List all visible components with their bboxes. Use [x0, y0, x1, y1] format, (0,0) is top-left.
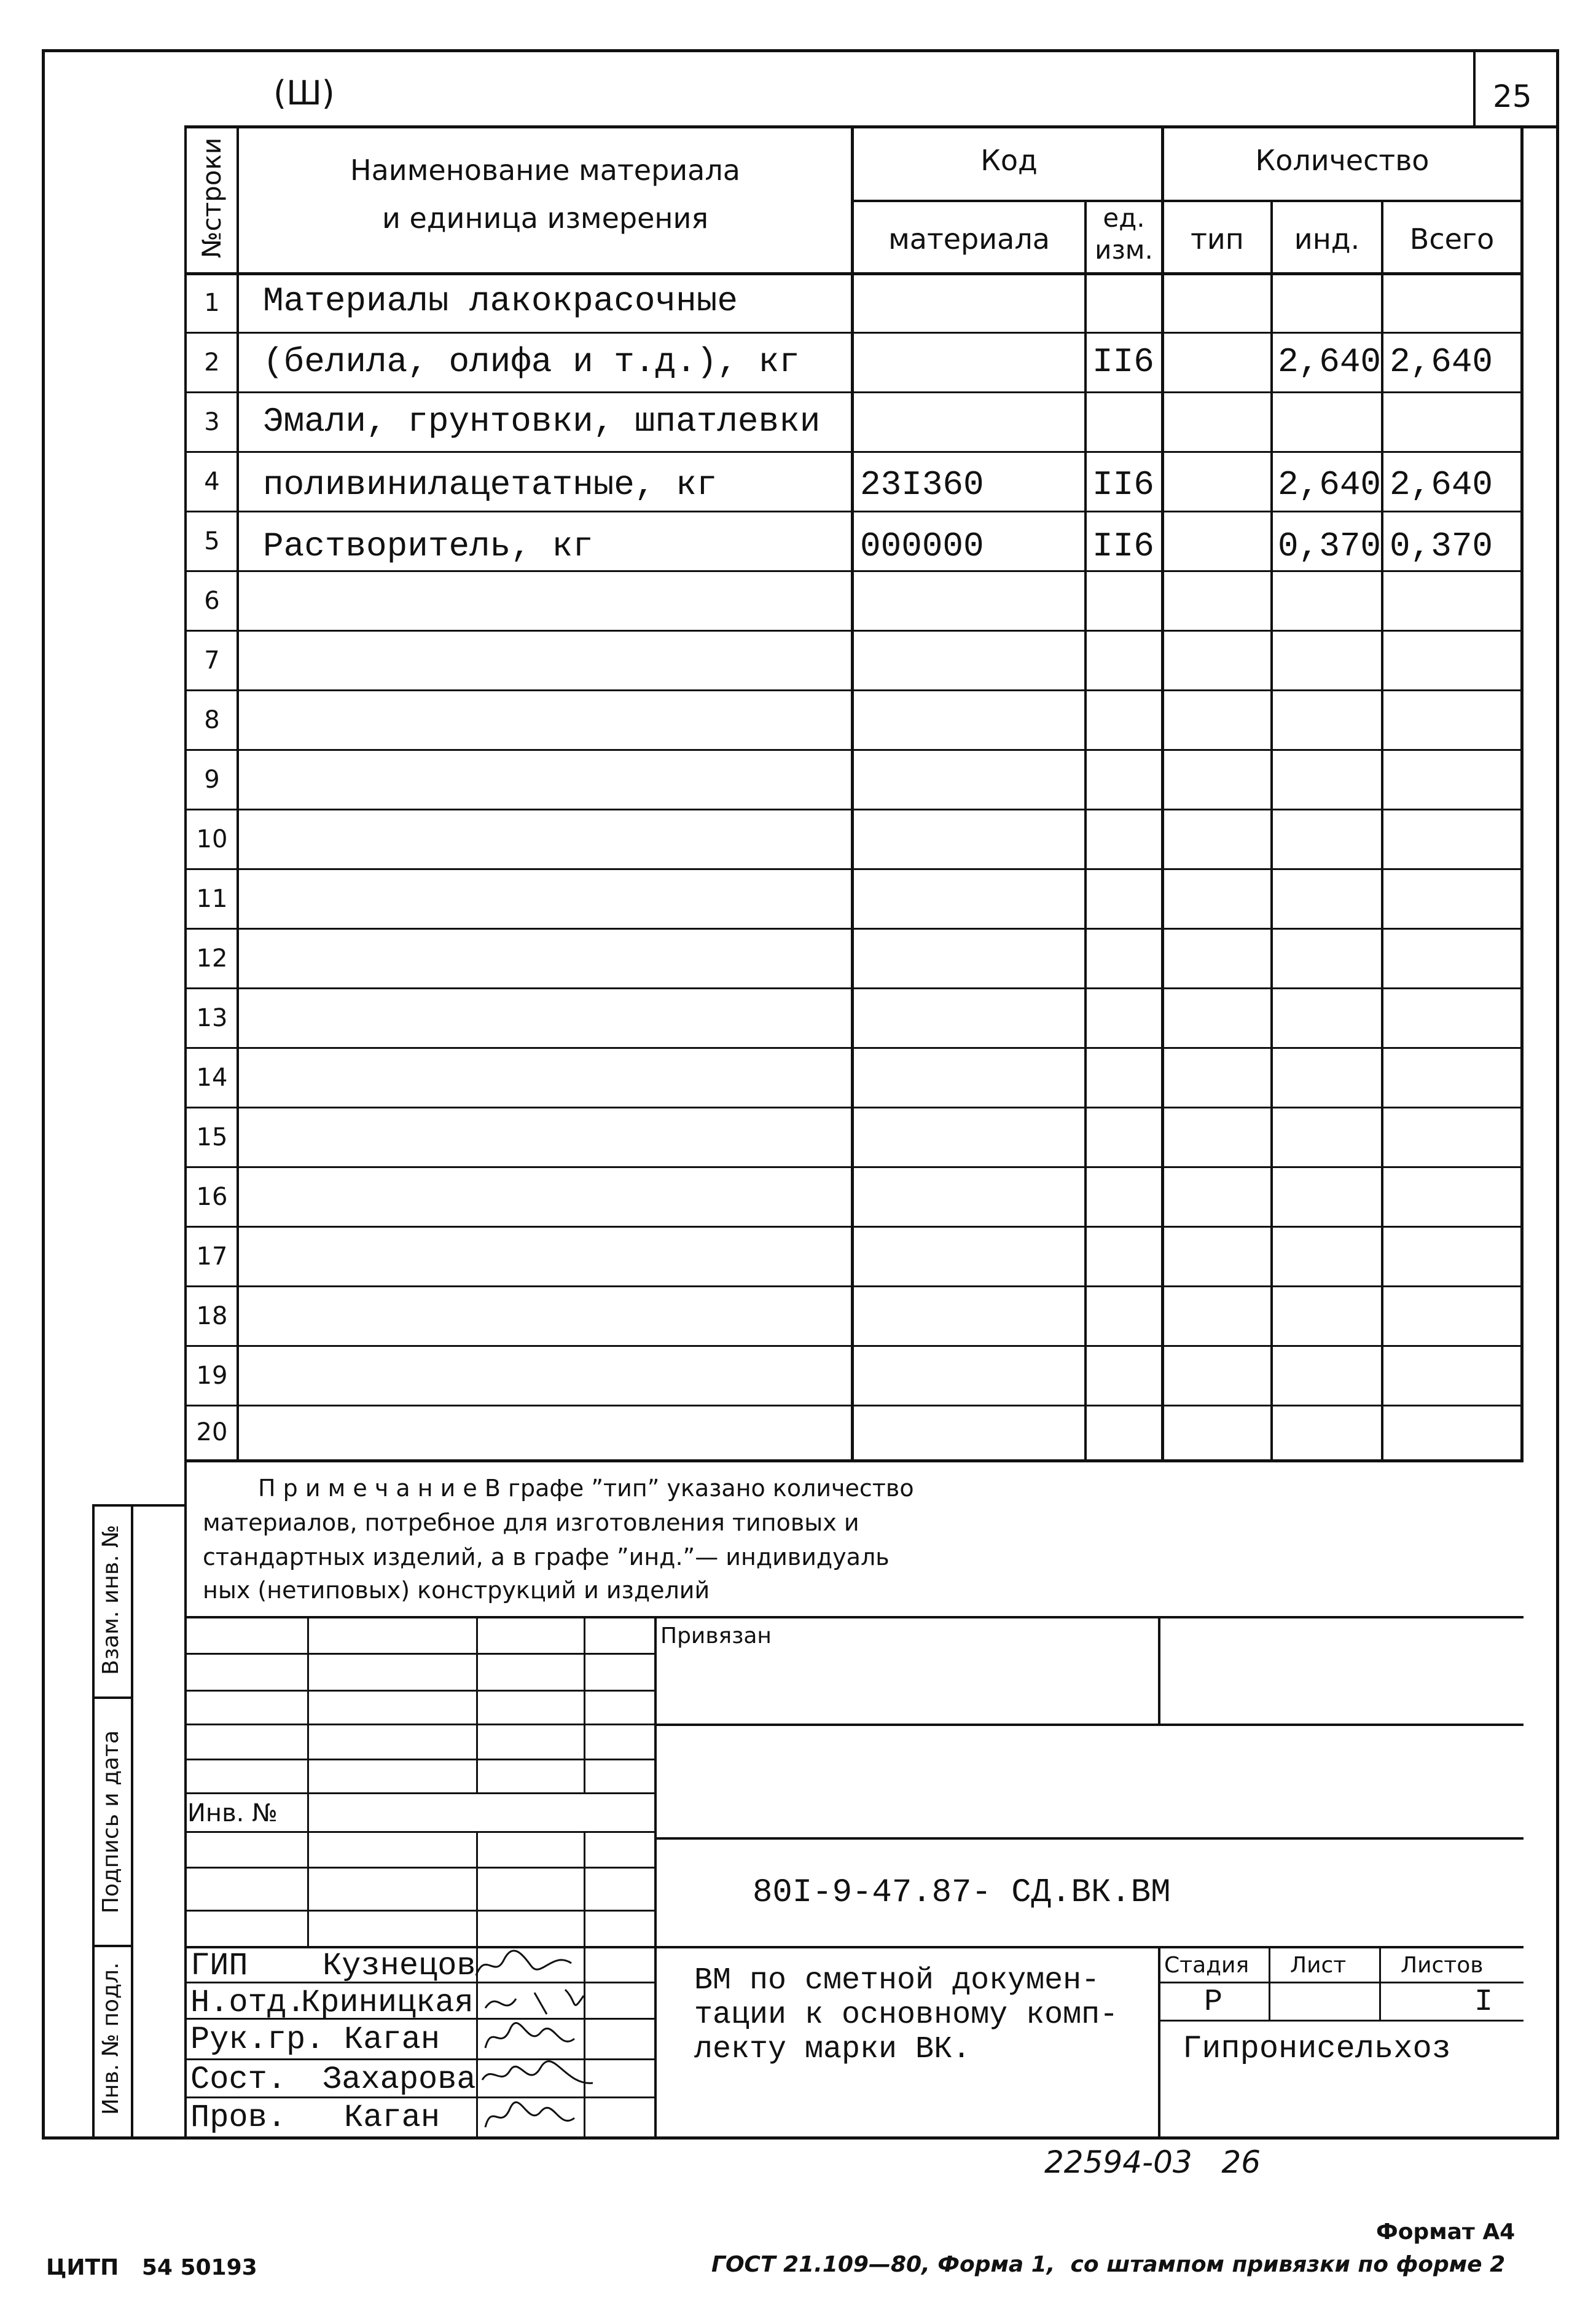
row-number: 14	[196, 1064, 228, 1092]
stamp-left	[184, 1462, 187, 2140]
stamp-h8	[184, 1910, 654, 1912]
row-line	[184, 451, 1524, 453]
row-line	[184, 570, 1524, 572]
title-top	[654, 1946, 1524, 1948]
row-number: 5	[204, 527, 220, 555]
inv-no-label: Инв. №	[187, 1799, 278, 1827]
table-bottom	[184, 1459, 1524, 1462]
signature-krinitskaya	[479, 1983, 590, 2020]
col-unit-right	[1161, 125, 1164, 1461]
side-col-right	[131, 1504, 133, 2140]
privyazan-bottom	[654, 1724, 1524, 1726]
frame-bottom	[42, 2136, 1559, 2140]
signature-zakharova	[479, 2058, 596, 2095]
stamp-v2	[476, 1616, 478, 1792]
stamp-h4	[184, 1759, 654, 1760]
note-line-1: П р и м е ч а н и е В графе ”тип” указано количество	[258, 1475, 914, 1502]
material-name: Эмали, грунтовки, шпатлевки	[263, 402, 821, 441]
row-number: 13	[196, 1004, 228, 1032]
qty-total: 2,640	[1390, 342, 1493, 382]
col-qty-total: Всего	[1409, 222, 1495, 256]
format-label: Формат А4	[1376, 2219, 1516, 2245]
col-name-line2: и единица измерения	[381, 202, 709, 235]
col-unit-line1: ед.	[1103, 203, 1145, 233]
title-line-2: тации к основному комп-	[694, 1998, 1119, 2033]
name-sost: Захарова	[323, 2061, 476, 2098]
col-name-line1: Наименование материала	[350, 154, 740, 187]
col-code-material: материала	[888, 222, 1050, 256]
row-line	[184, 809, 1524, 810]
row-line	[184, 630, 1524, 632]
pagenum-left	[1473, 49, 1476, 128]
stamp-h7	[184, 1867, 654, 1869]
role-rukgr: Рук.гр.	[190, 2022, 325, 2058]
side-vzam-label: Взам. инв. №	[98, 1524, 123, 1675]
name-prov: Каган	[344, 2100, 440, 2136]
row-number: 18	[196, 1302, 228, 1330]
qty-ind: 2,640	[1278, 342, 1382, 382]
col-code-label: Код	[980, 144, 1038, 177]
row-line	[184, 928, 1524, 930]
side-podpis-label: Подпись и дата	[98, 1730, 123, 1914]
side-top	[92, 1504, 184, 1507]
stamp-v1b	[307, 1792, 309, 1946]
row-line	[184, 689, 1524, 691]
row-line	[184, 1107, 1524, 1108]
role-sost: Сост.	[190, 2061, 287, 2098]
col-name-right	[851, 125, 854, 1461]
row-number: 1	[204, 289, 220, 317]
sheets-label: Листов	[1401, 1953, 1484, 1978]
side-div-1	[92, 1696, 133, 1699]
col-qty-ind: инд.	[1294, 222, 1360, 256]
row-number: 3	[204, 408, 220, 436]
row-line	[184, 332, 1524, 334]
name-gip: Кузнецов	[323, 1948, 476, 1984]
row-number: 16	[196, 1183, 228, 1211]
table-left	[184, 125, 187, 1461]
stage-label: Стадия	[1164, 1953, 1250, 1978]
frame-left	[42, 49, 45, 2140]
material-name: Материалы лакокрасочные	[263, 281, 738, 321]
qty-ind: 0,370	[1278, 527, 1382, 566]
sheets-value: I	[1474, 1985, 1493, 2020]
col-row-no-label: №строки	[197, 137, 227, 259]
privyazan-label: Привязан	[660, 1623, 772, 1649]
row-number: 4	[204, 468, 220, 496]
signature-kuznetsov	[473, 1948, 581, 1982]
stamp-h5	[184, 1792, 654, 1794]
row-line	[184, 987, 1524, 989]
row-number: 2	[204, 348, 220, 377]
col-unit-line2: изм.	[1095, 235, 1153, 265]
note-line-4: ных (нетиповых) конструкций и изделий	[203, 1577, 710, 1604]
role-prov: Пров.	[190, 2100, 287, 2136]
stamp-h1	[184, 1653, 654, 1655]
side-div-2	[92, 1945, 133, 1947]
title-line-1: ВМ по сметной докумен-	[694, 1963, 1100, 1998]
note-line-2: материалов, потребное для изготовления типовых и	[203, 1509, 859, 1536]
unit-code: II6	[1092, 527, 1154, 566]
stamp-top	[184, 1616, 1524, 1618]
table-right	[1520, 125, 1524, 1461]
col-ind-right	[1381, 200, 1383, 1461]
stamp-v1	[307, 1616, 309, 1792]
material-name: Растворитель, кг	[263, 527, 593, 566]
qty-ind: 2,640	[1278, 465, 1382, 504]
qty-total: 0,370	[1390, 527, 1493, 566]
row-line	[184, 1405, 1524, 1406]
row-line	[184, 1226, 1524, 1228]
stamp-h2	[184, 1690, 654, 1692]
col-code-right	[1084, 200, 1087, 1461]
row-line	[184, 391, 1524, 393]
document-designation: 80I-9-47.87- СД.ВК.ВМ	[753, 1874, 1171, 1912]
sheet-number: 25	[1493, 79, 1532, 114]
stage-v2	[1379, 1946, 1381, 2020]
col-rowno-right	[237, 125, 239, 1461]
stage-value: Р	[1204, 1985, 1223, 2020]
material-name: поливинилацетатные, кг	[263, 465, 718, 504]
row-number: 9	[204, 766, 220, 794]
organization: Гипронисельхоз	[1183, 2031, 1451, 2067]
row-number: 19	[196, 1362, 228, 1390]
gost-label: ГОСТ 21.109—80, Форма 1, со штампом привязки по форме 2	[711, 2252, 1506, 2277]
frame-right	[1556, 49, 1559, 2140]
left-code: ЦИТП 54 50193	[46, 2255, 257, 2280]
header-bottom	[184, 272, 1524, 275]
row-number: 15	[196, 1123, 228, 1151]
stamp-h6	[184, 1831, 654, 1833]
unit-code: II6	[1092, 465, 1154, 504]
row-line	[184, 1166, 1524, 1168]
col-type-right	[1270, 200, 1273, 1461]
row-number: 8	[204, 706, 220, 734]
row-line	[184, 511, 1524, 512]
col-qty-type: тип	[1191, 222, 1244, 256]
material-code: 000000	[860, 527, 984, 566]
title-line-3: лекту марки ВК.	[694, 2032, 971, 2067]
row-number: 20	[196, 1418, 228, 1446]
handwritten-number: 22594-03 26	[1044, 2144, 1261, 2180]
title-right	[1158, 1946, 1160, 2140]
sheet-label: Лист	[1290, 1953, 1347, 1978]
row-number: 17	[196, 1242, 228, 1271]
unit-code: II6	[1092, 342, 1154, 382]
stage-v1	[1269, 1946, 1270, 2020]
signature-kagan-2	[482, 2096, 581, 2135]
top-mark: (Ш)	[273, 74, 335, 112]
name-rukgr: Каган	[344, 2022, 440, 2058]
role-gip: ГИП	[190, 1948, 248, 1984]
material-code: 23I360	[860, 465, 984, 504]
row-number: 6	[204, 587, 220, 615]
row-number: 12	[196, 944, 228, 973]
row-line	[184, 749, 1524, 751]
row-number: 11	[196, 885, 228, 913]
frame-top	[42, 49, 1559, 52]
row-line	[184, 868, 1524, 870]
row-number: 7	[204, 646, 220, 675]
stamp-h3	[184, 1724, 654, 1725]
privyazan-right	[1158, 1616, 1160, 1724]
stamp-v3	[584, 1616, 585, 1792]
signature-kagan-1	[482, 2020, 581, 2056]
role-notd: Н.отд.	[190, 1985, 306, 2021]
stamp-v4	[654, 1616, 657, 2140]
material-name: (белила, олифа и т.д.), кг	[263, 342, 800, 382]
note-line-3: стандартных изделий, а в графе ”инд.”— индивидуаль	[203, 1543, 890, 1571]
stage-row2-bottom	[1158, 2020, 1524, 2022]
designation-top	[654, 1837, 1524, 1840]
row-line	[184, 1345, 1524, 1347]
header-top	[184, 125, 1559, 128]
col-quantity-label: Количество	[1255, 144, 1430, 177]
row-line	[184, 1047, 1524, 1049]
row-number: 10	[196, 825, 228, 853]
qty-total: 2,640	[1390, 465, 1493, 504]
name-notd: Криницкая	[301, 1985, 474, 2021]
side-col-left	[92, 1504, 95, 2140]
row-line	[184, 1285, 1524, 1287]
header-mid	[851, 200, 1524, 202]
stage-row1-bottom	[1158, 1982, 1524, 1983]
side-inv-label: Инв. № подл.	[98, 1962, 123, 2115]
stamp-v2b	[476, 1831, 478, 1946]
